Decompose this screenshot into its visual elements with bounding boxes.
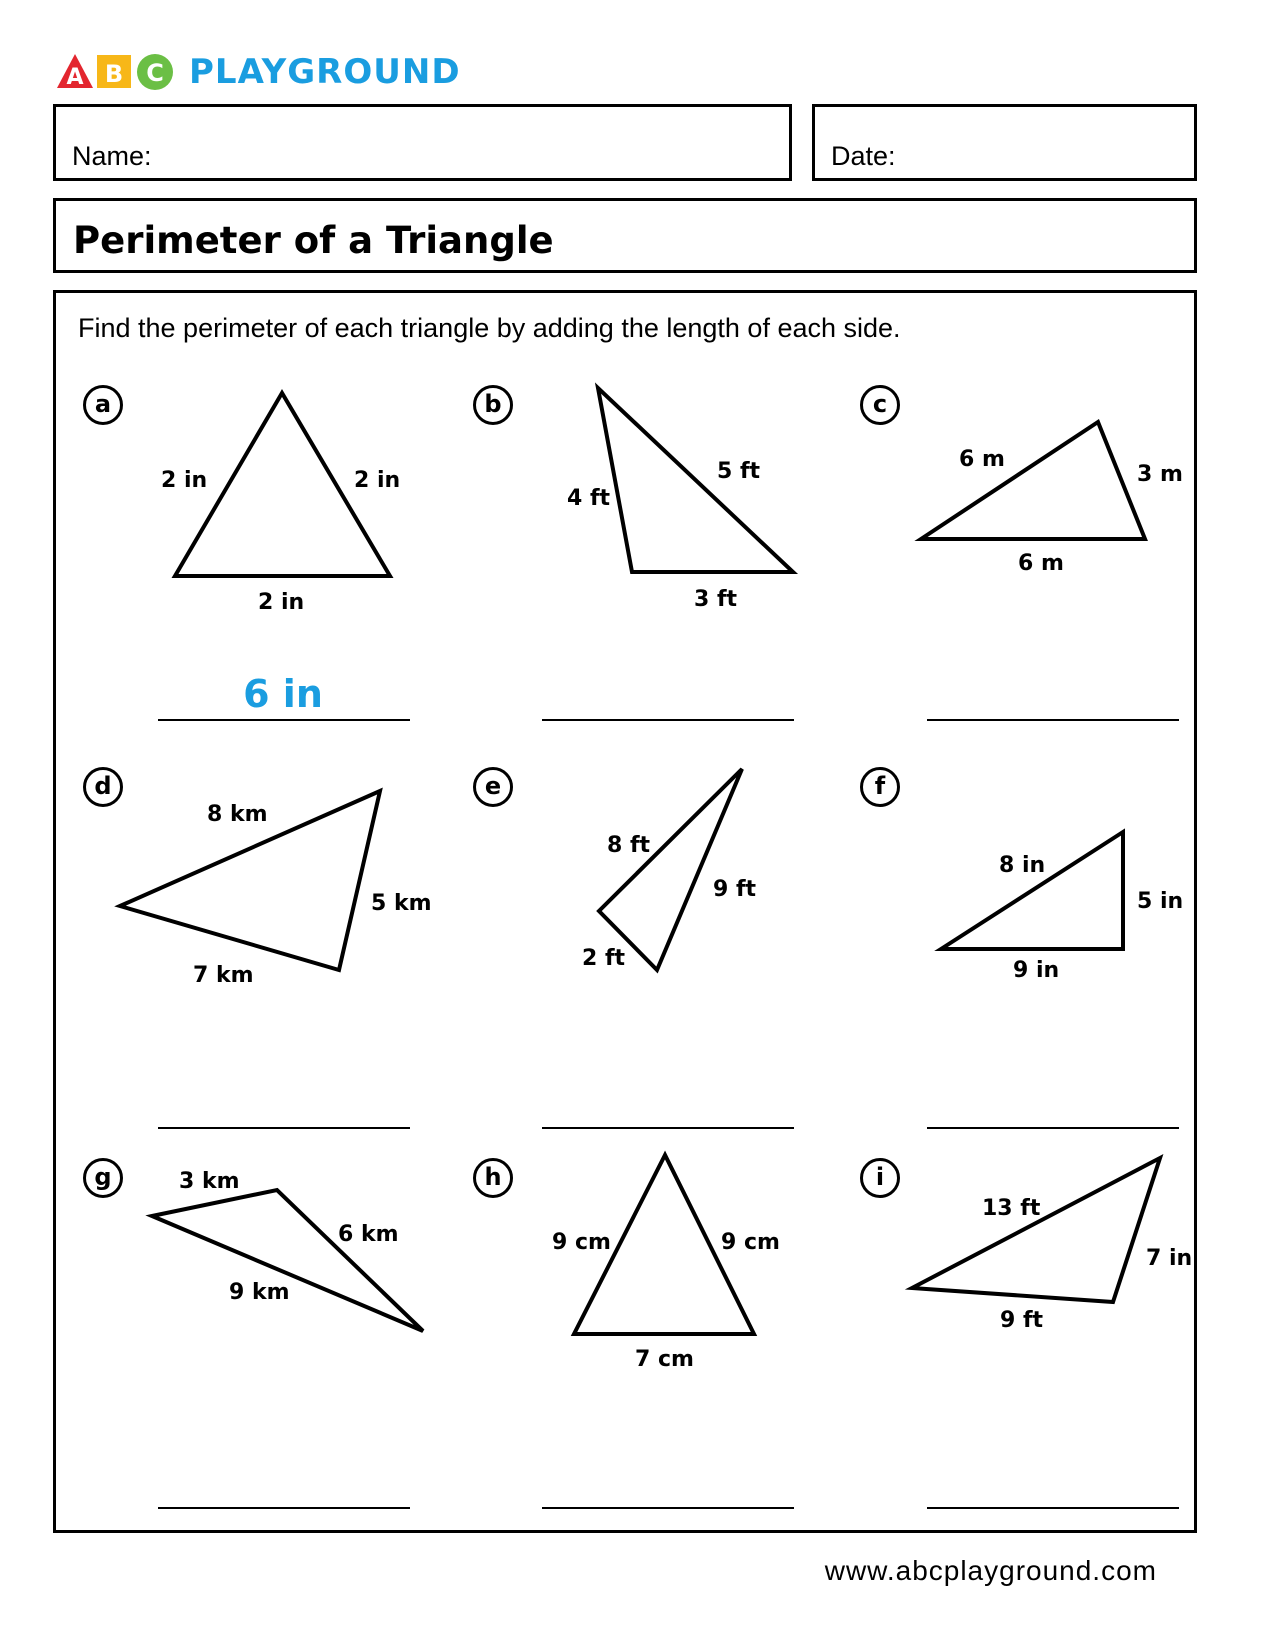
problem-a-badge: a [83,385,123,425]
answer-line[interactable] [542,719,794,721]
triangle-f [941,832,1123,949]
side-label: 5 km [371,891,432,916]
side-label: 2 in [161,468,208,493]
side-label: 7 km [193,963,254,988]
problem-f-badge: f [860,767,900,807]
triangle-c [921,422,1145,539]
side-label: 2 in [258,590,305,615]
side-label: 9 cm [721,1230,780,1255]
answer-line[interactable] [542,1507,794,1509]
side-label: 9 ft [1000,1308,1044,1333]
answer-line[interactable] [158,1127,410,1129]
logo-text: PLAYGROUND [189,52,461,92]
problem-e-badge: e [473,767,513,807]
problem-b-badge: b [473,385,513,425]
side-label: 3 ft [694,587,738,612]
date-label: Date: [831,141,896,171]
side-label: 5 ft [717,459,761,484]
side-label: 2 ft [582,946,626,971]
triangle-g [152,1190,423,1331]
answer-line[interactable] [927,1507,1179,1509]
svg-text:A: A [66,65,84,90]
page-title: Perimeter of a Triangle [73,219,554,262]
side-label: 4 ft [567,486,611,511]
problem-d-badge: d [83,767,123,807]
side-label: 9 in [1013,958,1060,983]
side-label: 5 in [1137,889,1184,914]
side-label: 9 cm [552,1230,611,1255]
answer-line[interactable] [158,1507,410,1509]
side-label: 8 in [999,853,1046,878]
side-label: 7 in [1146,1246,1193,1271]
side-label: 2 in [354,468,401,493]
side-label: 6 m [1018,551,1064,576]
side-label: 8 km [207,802,268,827]
footer-url[interactable]: www.abcplayground.com [824,1555,1157,1586]
answer-line[interactable] [542,1127,794,1129]
problem-h-badge: h [473,1158,513,1198]
problem-g-badge: g [83,1158,123,1198]
triangle-i [912,1158,1160,1302]
side-label: 13 ft [982,1196,1041,1221]
triangle-e [599,769,742,970]
side-label: 9 ft [713,877,757,902]
svg-text:C: C [146,59,164,87]
triangle-b [598,388,793,572]
side-label: 7 cm [635,1347,694,1372]
answer-line[interactable] [927,1127,1179,1129]
answer-line[interactable] [158,719,410,721]
name-label: Name: [72,141,152,171]
side-label: 6 m [959,447,1005,472]
svg-text:B: B [104,60,124,88]
side-label: 8 ft [607,833,651,858]
answer-line[interactable] [927,719,1179,721]
side-label: 9 km [229,1280,290,1305]
side-label: 6 km [338,1222,399,1247]
instructions: Find the perimeter of each triangle by adding the length of each side. [78,313,901,343]
problem-c-badge: c [860,385,900,425]
answer-a: 6 in [243,672,323,716]
side-label: 3 km [179,1169,240,1194]
problem-i-badge: i [860,1158,900,1198]
side-label: 3 m [1137,462,1183,487]
